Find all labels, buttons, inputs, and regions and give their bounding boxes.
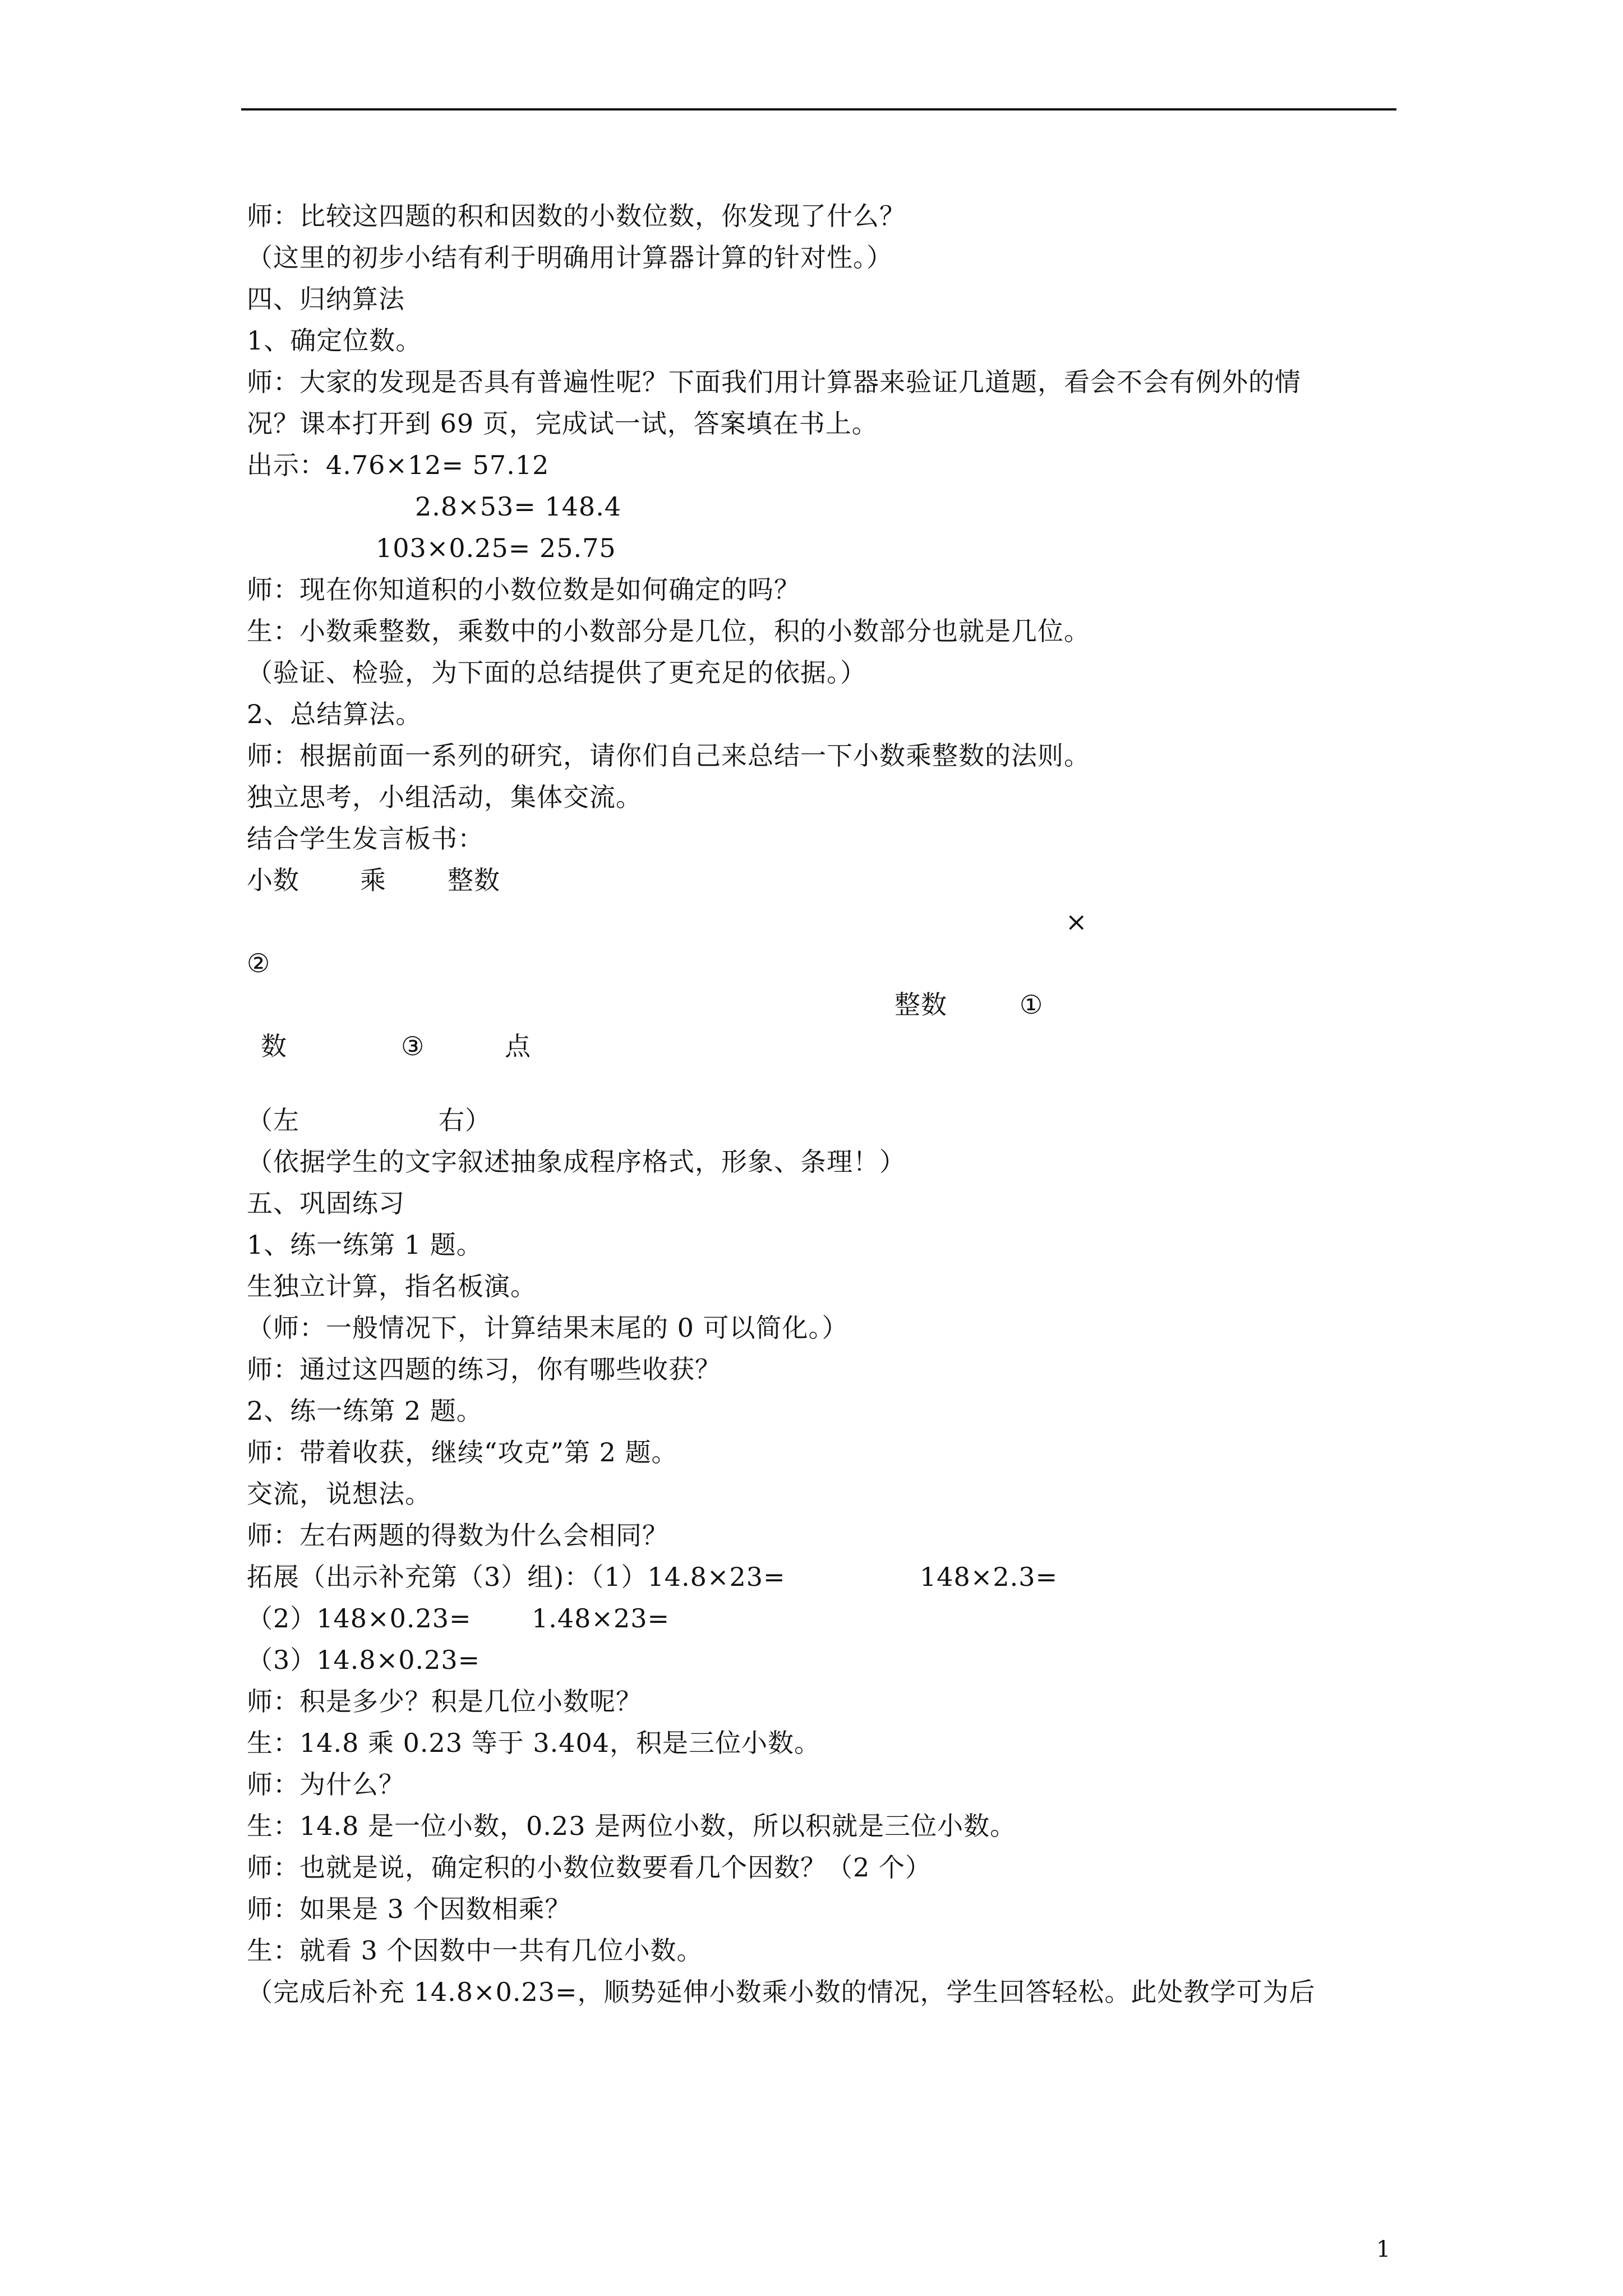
board-circle-marker: ② xyxy=(247,948,271,978)
text-line: 师：为什么？ xyxy=(247,1769,405,1800)
text-line: 生独立计算，指名板演。 xyxy=(247,1271,537,1301)
equation-line: 103×0.25= 25.75 xyxy=(376,533,616,563)
text-line: 师：也就是说，确定积的小数位数要看几个因数？（2 个） xyxy=(247,1852,932,1883)
board-circle-marker: ① xyxy=(1020,990,1044,1020)
page-number: 1 xyxy=(1376,2237,1391,2262)
section-heading: 四、归纳算法 xyxy=(247,284,405,314)
expand-problem: （2）148×0.23= xyxy=(247,1603,472,1634)
text-line: （这里的初步小结有利于明确用计算器计算的针对性。） xyxy=(247,242,893,273)
text-line: 师：比较这四题的积和因数的小数位数，你发现了什么？ xyxy=(247,201,906,231)
text-line: 生：就看 3 个因数中一共有几位小数。 xyxy=(247,1935,703,1966)
text-line: 生：14.8 是一位小数，0.23 是两位小数，所以积就是三位小数。 xyxy=(247,1811,1017,1841)
header-rule xyxy=(241,108,1396,111)
subsection-heading: 2、练一练第 2 题。 xyxy=(247,1396,483,1426)
text-line: 师：如果是 3 个因数相乘？ xyxy=(247,1894,571,1924)
text-line: 生：小数乘整数，乘数中的小数部分是几位，积的小数部分也就是几位。 xyxy=(247,616,1090,646)
text-line: （验证、检验，为下面的总结提供了更充足的依据。） xyxy=(247,657,866,688)
text-line: 交流，说想法。 xyxy=(247,1479,431,1509)
equation-line: 出示：4.76×12= 57.12 xyxy=(247,450,550,480)
text-line: （依据学生的文字叙述抽象成程序格式，形象、条理！） xyxy=(247,1147,906,1177)
board-label: 乘 xyxy=(360,865,386,895)
text-line: 师：带着收获，继续“攻克”第 2 题。 xyxy=(247,1437,678,1467)
text-line: 生：14.8 乘 0.23 等于 3.404，积是三位小数。 xyxy=(247,1728,821,1758)
text-line: 况？课本打开到 69 页，完成试一试，答案填在书上。 xyxy=(247,408,878,439)
text-line: （师：一般情况下，计算结果末尾的 0 可以简化。） xyxy=(247,1313,849,1343)
board-label: 整数 xyxy=(895,990,947,1020)
text-line: 师：根据前面一系列的研究，请你们自己来总结一下小数乘整数的法则。 xyxy=(247,740,1090,771)
board-label: （左 xyxy=(247,1105,299,1135)
expand-problem: （3）14.8×0.23= xyxy=(247,1645,481,1675)
text-line: 师：左右两题的得数为什么会相同？ xyxy=(247,1520,668,1550)
text-line: 师：现在你知道积的小数位数是如何确定的吗？ xyxy=(247,574,800,605)
board-label: 数 xyxy=(261,1031,287,1061)
board-label: 小数 xyxy=(247,865,299,895)
subsection-heading: 1、确定位数。 xyxy=(247,325,422,356)
board-label: 点 xyxy=(505,1031,531,1061)
subsection-heading: 2、总结算法。 xyxy=(247,699,422,729)
equation-line: 2.8×53= 148.4 xyxy=(415,491,622,522)
text-line: （完成后补充 14.8×0.23=，顺势延伸小数乘小数的情况，学生回答轻松。此处教学可为后 xyxy=(247,1977,1316,2007)
board-label: 右） xyxy=(439,1105,491,1135)
text-line: 师：通过这四题的练习，你有哪些收获？ xyxy=(247,1354,721,1384)
board-times-mark: × xyxy=(1066,907,1088,937)
text-line: 独立思考，小组活动，集体交流。 xyxy=(247,782,642,812)
text-line: 师：大家的发现是否具有普遍性呢？下面我们用计算器来验证几道题，看会不会有例外的情 xyxy=(247,367,1301,397)
subsection-heading: 1、练一练第 1 题。 xyxy=(247,1230,483,1260)
board-circle-marker: ③ xyxy=(401,1031,425,1061)
text-line: 师：积是多少？积是几位小数呢？ xyxy=(247,1686,642,1717)
expand-problem: 148×2.3= xyxy=(920,1562,1058,1592)
expand-problem: 1.48×23= xyxy=(532,1603,670,1634)
expand-intro: 拓展（出示补充第（3）组)：（1）14.8×23= xyxy=(247,1562,786,1592)
text-line: 结合学生发言板书： xyxy=(247,823,484,854)
board-label: 整数 xyxy=(448,865,500,895)
section-heading: 五、巩固练习 xyxy=(247,1188,405,1218)
